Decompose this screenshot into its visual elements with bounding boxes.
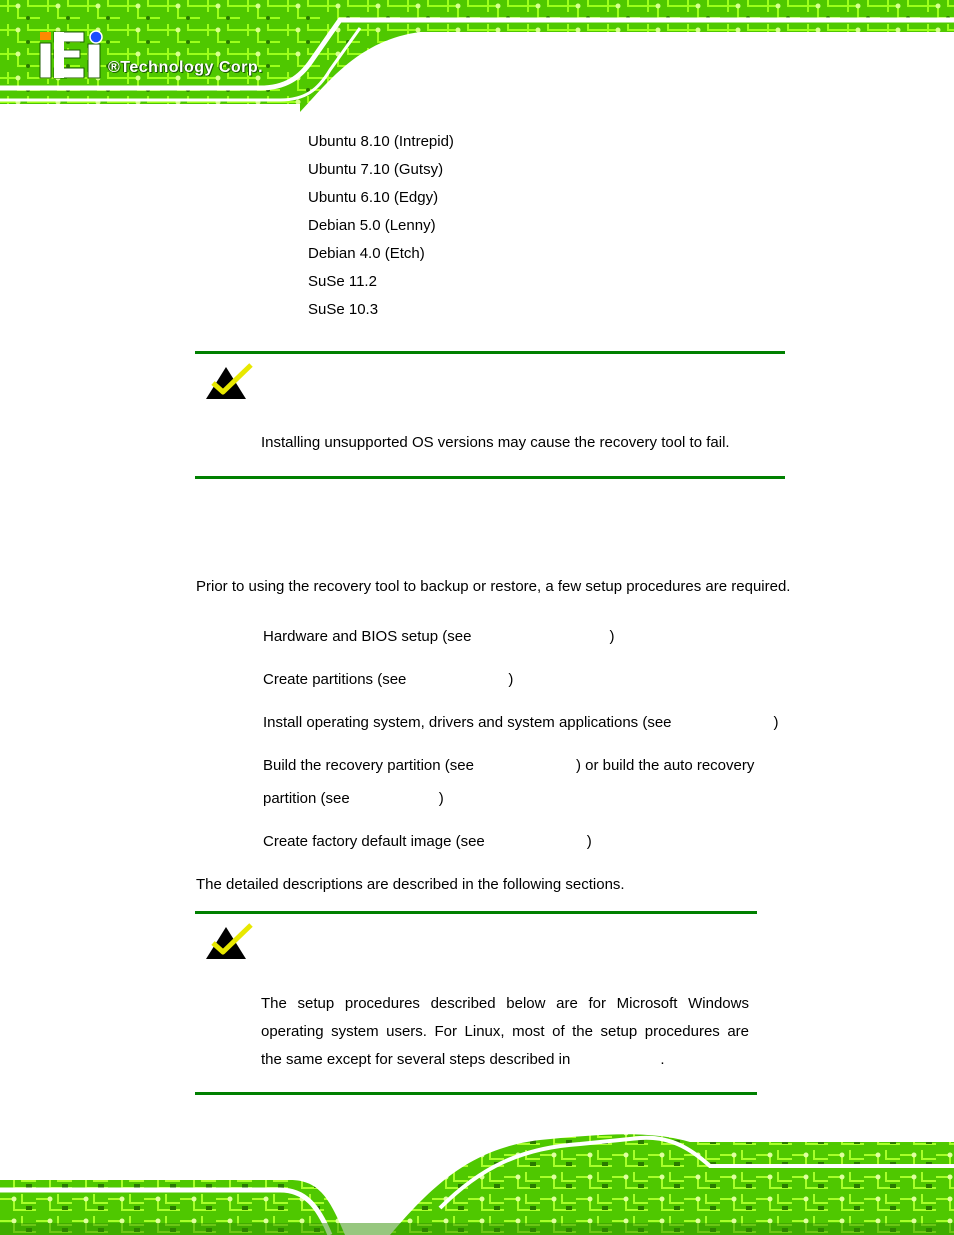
note-text: Installing unsupported OS versions may cause the recovery tool to fail.: [261, 434, 730, 451]
brand-logo: [38, 30, 104, 80]
setup-step: [263, 628, 614, 646]
os-item: SuSe 11.2: [308, 273, 377, 290]
note-text: [261, 990, 749, 1074]
note-top-rule: [195, 911, 757, 914]
step-text: ) or build the auto recovery: [575, 757, 755, 774]
step-text: ): [438, 790, 444, 807]
note-line: operating system users. For Linux, most of the setup procedures are: [261, 1023, 749, 1040]
iei-logo-icon: [38, 30, 104, 80]
note-check-icon: [204, 361, 254, 401]
os-item: Ubuntu 7.10 (Gutsy): [308, 161, 444, 178]
step-text: partition (see: [263, 790, 350, 807]
note-line-end: .: [660, 1051, 665, 1068]
step-text: ): [508, 671, 514, 688]
footer-banner: [0, 1128, 954, 1235]
note-bottom-rule: [195, 1092, 757, 1095]
step-text: Build the recovery partition (see: [263, 757, 474, 774]
setup-step-continued: [263, 790, 444, 808]
brand-tagline: ®Technology Corp.: [108, 59, 264, 76]
step-text: ): [773, 714, 779, 731]
os-item: Debian 5.0 (Lenny): [308, 217, 436, 234]
note-bottom-rule: [195, 476, 785, 479]
step-text: ): [586, 833, 592, 850]
os-item: SuSe 10.3: [308, 301, 379, 318]
summary-paragraph: The detailed descriptions are described in the following sections.: [196, 876, 625, 893]
setup-step: [263, 833, 592, 851]
step-text: Install operating system, drivers and system applications (see: [263, 714, 672, 731]
step-text: Create factory default image (see: [263, 833, 485, 850]
setup-step: [263, 671, 513, 689]
step-text: ): [609, 628, 615, 645]
note-line: [261, 1046, 749, 1074]
os-item: Ubuntu 6.10 (Edgy): [308, 189, 439, 206]
os-item: Debian 4.0 (Etch): [308, 245, 425, 262]
header-banner: [0, 0, 954, 112]
setup-step: [263, 757, 754, 775]
step-text: Hardware and BIOS setup (see: [263, 628, 472, 645]
step-text: Create partitions (see: [263, 671, 407, 688]
intro-paragraph: Prior to using the recovery tool to backup or restore, a few setup procedures are required.: [196, 578, 791, 595]
note-line-text: the same except for several steps described in: [261, 1051, 571, 1068]
os-item: Ubuntu 8.10 (Intrepid): [308, 133, 454, 150]
note-line: The setup procedures described below are for Microsoft Windows: [261, 995, 749, 1012]
note-check-icon: [204, 921, 254, 961]
setup-step: [263, 714, 779, 732]
note-top-rule: [195, 351, 785, 354]
